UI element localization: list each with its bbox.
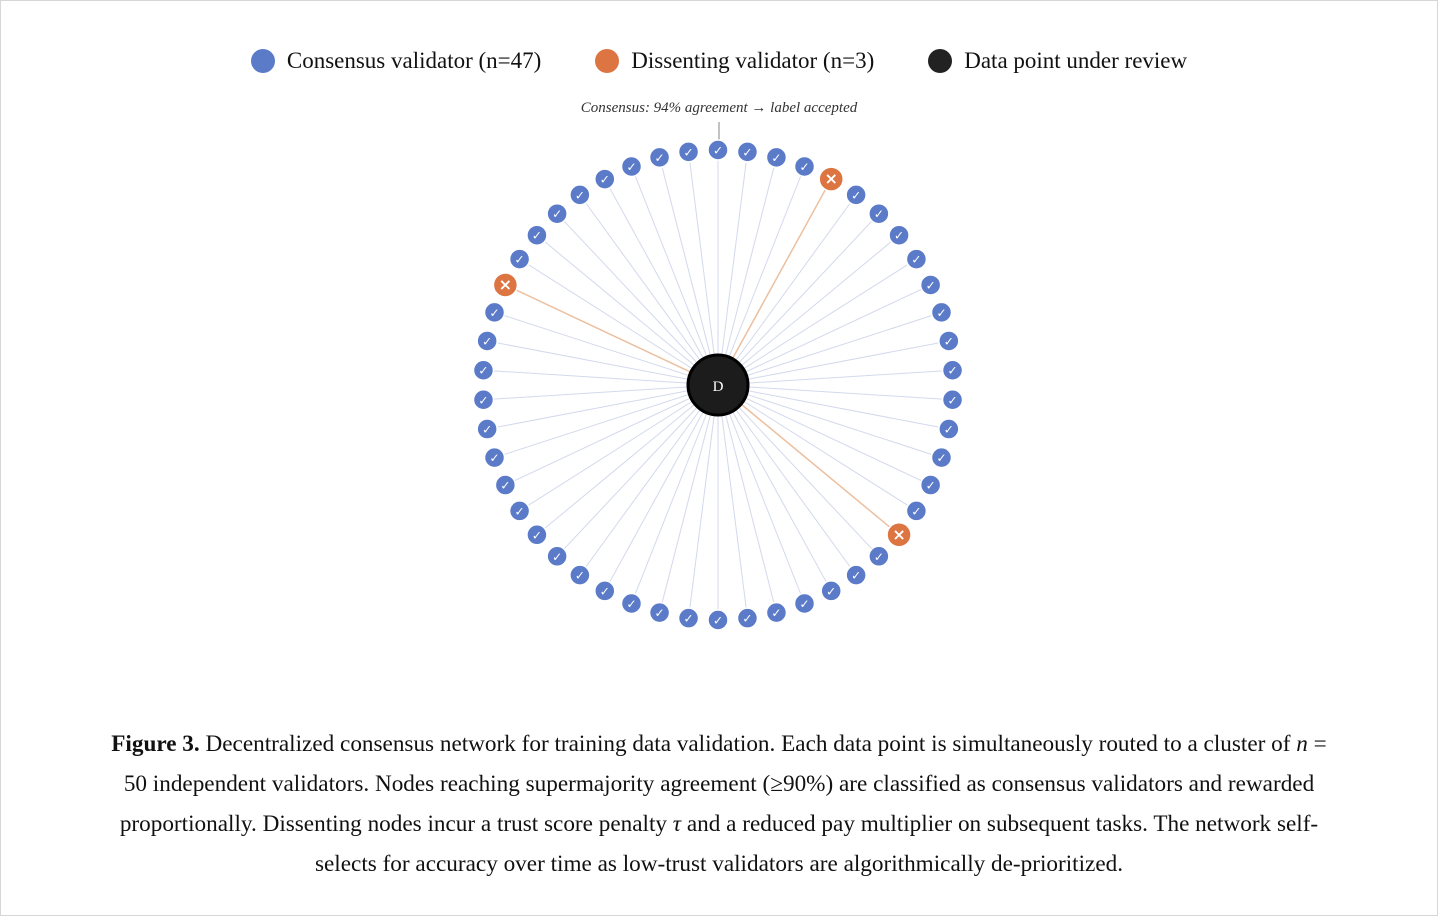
check-icon: ✓ (742, 145, 753, 160)
consensus-edge (483, 370, 718, 385)
consensus-validator-node (477, 331, 497, 351)
consensus-validator-node (473, 390, 493, 410)
check-icon: ✓ (489, 305, 500, 320)
check-icon: ✓ (771, 150, 782, 165)
consensus-validator-node (943, 390, 963, 410)
caption-text-3: and a reduced pay multiplier on subsequent tasks. The network self-selects for accuracy over time as low-trust validators are algorithmically de-prioritized. (314, 811, 1319, 877)
consensus-validator-node (931, 302, 951, 322)
check-icon: ✓ (771, 606, 782, 621)
legend-label-consensus: Consensus validator (n=47) (286, 48, 542, 73)
caption-text-1: Decentralized consensus network for training data validation. Each data point is simultaneously routed to a cluster of (199, 731, 1297, 757)
consensus-validator-node (943, 360, 963, 380)
legend-label-data-point: Data point under review (964, 48, 1188, 73)
consensus-validator-node (708, 610, 728, 630)
consensus-validator-node (679, 142, 699, 162)
check-icon: ✓ (531, 528, 542, 543)
consensus-validator-node (939, 419, 959, 439)
check-icon: ✓ (911, 504, 922, 519)
check-icon: ✓ (478, 363, 489, 378)
check-icon: ✓ (482, 422, 493, 437)
consensus-edge (660, 385, 718, 613)
consensus-validator-node (650, 603, 670, 623)
consensus-edge (718, 167, 805, 385)
check-icon: ✓ (851, 188, 862, 203)
consensus-edge (718, 285, 931, 385)
consensus-validator-node (679, 608, 699, 628)
check-icon: ✓ (911, 252, 922, 267)
consensus-validator-node (795, 593, 815, 613)
consensus-validator-node (906, 501, 926, 521)
consensus-validator-node (595, 581, 615, 601)
consensus-edge (718, 385, 931, 485)
consensus-validator-node (766, 147, 786, 167)
check-icon: ✓ (799, 596, 810, 611)
check-icon: ✓ (531, 228, 542, 243)
consensus-validator-node (939, 331, 959, 351)
consensus-validator-node (547, 546, 567, 566)
caption-n-symbol: n (1296, 731, 1308, 757)
check-icon: ✓ (514, 504, 525, 519)
check-icon: ✓ (947, 393, 958, 408)
consensus-validator-node (766, 603, 786, 623)
caption-figure-label: Figure 3. (111, 731, 200, 757)
check-icon: ✓ (626, 596, 637, 611)
consensus-validator-node (821, 581, 841, 601)
check-icon: ✓ (574, 188, 585, 203)
consensus-edge (718, 370, 953, 385)
check-icon: ✓ (482, 334, 493, 349)
check-icon: ✓ (712, 143, 724, 158)
check-icon: ✓ (851, 568, 862, 583)
check-icon: ✓ (599, 172, 610, 187)
consensus-validator-node (795, 157, 815, 177)
check-icon: ✓ (894, 228, 905, 243)
check-icon: ✓ (654, 606, 665, 621)
consensus-validator-node (650, 147, 670, 167)
consensus-validator-node (473, 360, 493, 380)
dissent-edge (505, 285, 718, 385)
check-icon: ✓ (925, 478, 936, 493)
check-icon: ✓ (514, 252, 525, 267)
check-icon: ✓ (574, 568, 585, 583)
consensus-validator-node (527, 225, 547, 245)
check-icon: ✓ (742, 611, 753, 626)
consensus-validator-node (570, 185, 590, 205)
consensus-validator-node (547, 204, 567, 224)
check-icon: ✓ (925, 278, 936, 293)
figure-caption (100, 724, 1338, 884)
consensus-edge (718, 385, 953, 400)
check-icon: ✓ (826, 584, 837, 599)
check-icon: ✓ (478, 393, 489, 408)
consensus-validator-node (869, 204, 889, 224)
dissent-edge (718, 385, 899, 535)
consensus-edge (631, 385, 718, 603)
check-icon: ✓ (683, 145, 694, 160)
cross-icon: × (892, 524, 906, 544)
check-icon: ✓ (626, 160, 637, 175)
check-icon: ✓ (712, 613, 724, 628)
check-icon: ✓ (599, 584, 610, 599)
consensus-edge (505, 385, 718, 485)
check-icon: ✓ (947, 363, 958, 378)
data-point-label: D (712, 379, 724, 395)
consensus-annotation: Consensus: 94% agreement → label accepted (580, 100, 858, 116)
check-icon: ✓ (654, 150, 665, 165)
consensus-edge (537, 235, 718, 385)
consensus-validator-node (510, 249, 530, 269)
consensus-validator-node (477, 419, 497, 439)
check-icon: ✓ (552, 549, 563, 564)
caption-text-2: = 50 independent validators. Nodes reaching supermajority agreement (≥90%) are classified as consensus validators and rewarded proportionally. Dissenting nodes incur a trust score penalty (119, 731, 1327, 837)
caption-tau-symbol: τ (672, 811, 682, 837)
consensus-validator-node (485, 448, 505, 468)
check-icon: ✓ (799, 160, 810, 175)
consensus-validator-node (906, 249, 926, 269)
check-icon: ✓ (500, 478, 511, 493)
consensus-validator-node (931, 448, 951, 468)
consensus-edge (660, 157, 718, 385)
dissenting-validator-node (887, 523, 911, 547)
check-icon: ✓ (943, 334, 954, 349)
consensus-validator-node (708, 140, 728, 160)
check-icon: ✓ (552, 207, 563, 222)
consensus-edge (718, 385, 776, 613)
consensus-validator-node (846, 565, 866, 585)
check-icon: ✓ (489, 451, 500, 466)
consensus-validator-node (737, 142, 757, 162)
consensus-validator-node (846, 185, 866, 205)
consensus-validator-node (921, 275, 941, 295)
consensus-validator-node (485, 302, 505, 322)
check-icon: ✓ (683, 611, 694, 626)
consensus-validator-node (621, 593, 641, 613)
consensus-validator-node (570, 565, 590, 585)
consensus-validator-node (737, 608, 757, 628)
check-icon: ✓ (873, 549, 884, 564)
consensus-edge (537, 385, 718, 535)
consensus-validator-node (889, 225, 909, 245)
consensus-validator-node (621, 157, 641, 177)
consensus-validator-node (921, 475, 941, 495)
consensus-validator-node (869, 546, 889, 566)
check-icon: ✓ (936, 451, 947, 466)
data-point-group (688, 355, 748, 415)
cross-icon: × (498, 274, 513, 294)
dissenting-validator-node (493, 273, 517, 297)
dissenting-validator-node (819, 167, 843, 191)
legend-label-dissenting: Dissenting validator (n=3) (631, 48, 875, 73)
consensus-validator-node (595, 169, 615, 189)
consensus-edge (483, 385, 718, 400)
check-icon: ✓ (873, 207, 884, 222)
cross-icon: × (824, 169, 838, 189)
check-icon: ✓ (943, 422, 954, 437)
consensus-validator-node (527, 525, 547, 545)
consensus-edge (718, 385, 805, 603)
consensus-edge (718, 235, 899, 385)
consensus-validator-node (495, 475, 515, 495)
consensus-edge (718, 157, 776, 385)
consensus-edge (631, 167, 718, 385)
consensus-validator-node (510, 501, 530, 521)
check-icon: ✓ (936, 305, 947, 320)
